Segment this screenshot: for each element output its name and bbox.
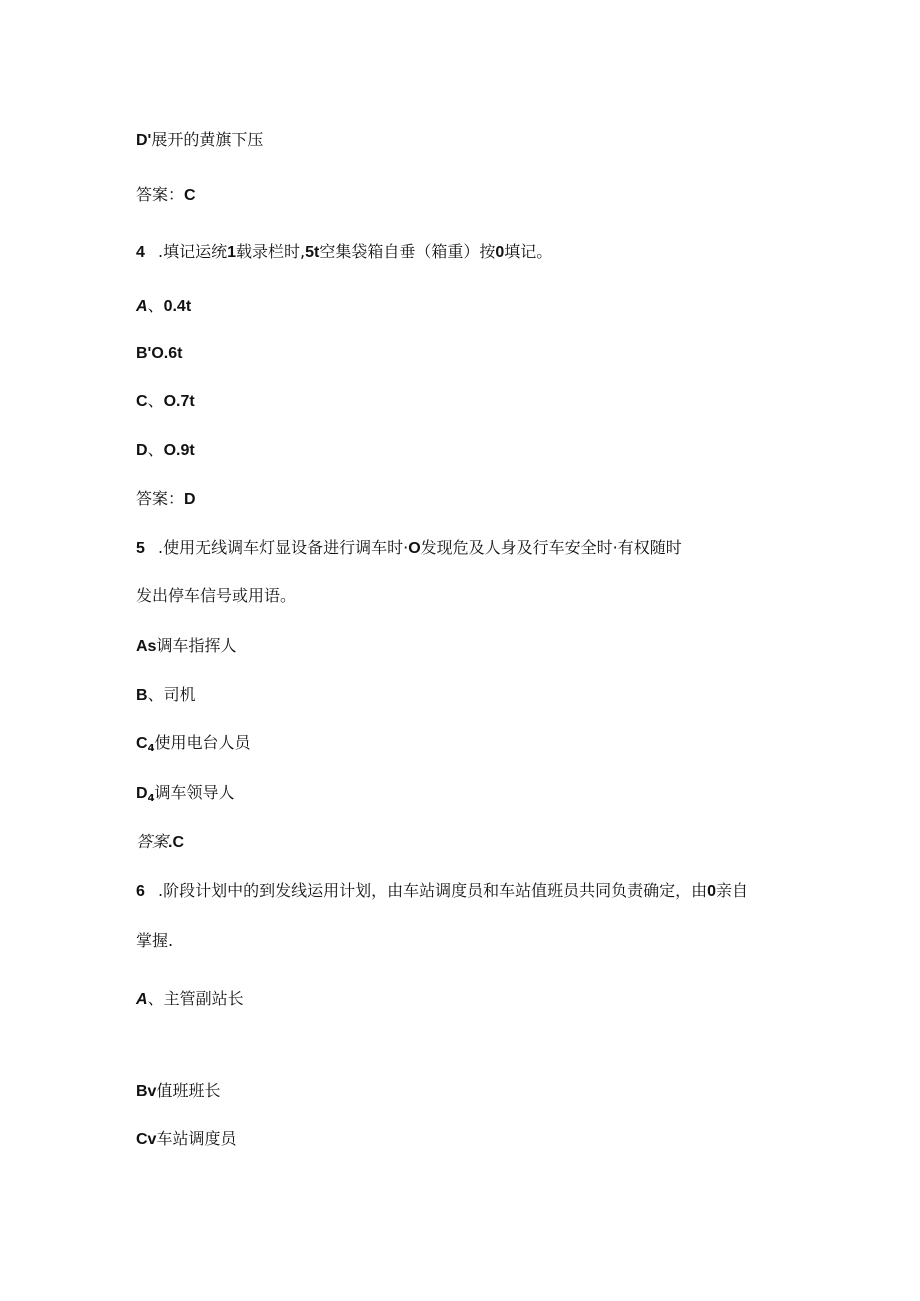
q6-option-c-text: 车站调度员	[156, 1129, 237, 1148]
q5-option-c-sub: 4	[147, 743, 155, 754]
q5-option-c	[136, 733, 251, 759]
q4-stem-b: 1	[227, 244, 236, 261]
q4-option-b	[136, 343, 182, 364]
q4-answer-label: 答案：	[136, 489, 185, 508]
q5-option-b-sep: 、	[147, 685, 164, 704]
q5-option-c-prefix: C	[136, 735, 148, 752]
q5-answer-label: 答案	[136, 832, 169, 851]
q4-option-a-text: 0.4t	[163, 298, 192, 315]
q5-option-a-text: 调车指挥人	[156, 636, 237, 655]
q4-stem-a: .填记运统	[158, 242, 228, 261]
q5-option-d-text: 调车领导人	[154, 783, 235, 802]
q6-number: 6	[136, 883, 145, 900]
q4-stem-e: 空集袋箱自垂（箱重）按	[319, 242, 496, 261]
q4-option-c-prefix: C	[136, 393, 148, 410]
q5-stem-line1-c: 发现危及人身及行车安全时·有权随时	[420, 538, 682, 557]
q3-answer-value: C	[184, 187, 196, 204]
q4-stem-d: 5t	[305, 244, 320, 261]
q3-option-d	[136, 130, 263, 151]
q4-stem-c: 载录栏时,	[236, 242, 306, 261]
q6-stem-line1	[136, 881, 748, 902]
q4-answer	[136, 489, 196, 510]
q4-option-a-prefix: A	[136, 298, 148, 315]
q4-option-c-sep: 、	[147, 391, 164, 410]
q5-answer	[136, 832, 184, 853]
q6-option-a	[136, 989, 244, 1010]
q6-option-a-prefix: A	[136, 991, 148, 1008]
q5-option-c-text: 使用电台人员	[154, 733, 251, 752]
q4-option-b-prefix: B'	[136, 345, 152, 362]
q5-answer-value: .C	[168, 834, 185, 851]
q5-number: 5	[136, 540, 145, 557]
q4-option-a-sep: 、	[147, 296, 164, 315]
q4-stem-f: 0	[495, 244, 505, 261]
q4-option-d-sep: 、	[147, 440, 164, 459]
q6-option-a-sep: 、	[147, 989, 164, 1008]
q6-stem-line1-b: 0	[707, 883, 716, 900]
q6-option-b-text: 值班班长	[156, 1081, 221, 1100]
q6-option-b-prefix: Bv	[136, 1083, 157, 1100]
q4-option-c	[136, 391, 195, 412]
q4-option-b-text: O.6t	[151, 345, 183, 362]
q5-stem-line1-b: O	[408, 540, 421, 557]
q5-stem-line2: 发出停车信号或用语。	[136, 586, 297, 605]
q5-stem-line1-a: .使用无线调车灯显设备进行调车时·	[158, 538, 409, 557]
q3-option-d-text: 展开的黄旗下压	[151, 130, 264, 149]
q5-option-b-prefix: B	[136, 687, 148, 704]
q3-option-d-prefix: D'	[136, 132, 152, 149]
q4-option-d	[136, 440, 195, 461]
q5-option-d	[136, 783, 235, 809]
q5-option-a-prefix: As	[136, 638, 157, 655]
q5-option-d-prefix: D	[136, 785, 148, 802]
q6-option-b	[136, 1081, 220, 1102]
q4-stem-g: 填记。	[504, 242, 553, 261]
q5-option-b	[136, 685, 196, 706]
q4-option-d-prefix: D	[136, 442, 148, 459]
q4-option-a	[136, 296, 191, 317]
q6-option-a-text: 主管副站长	[163, 989, 244, 1008]
q3-answer-label: 答案：	[136, 185, 185, 204]
q6-option-c	[136, 1129, 236, 1150]
q4-option-d-text: O.9t	[163, 442, 195, 459]
q5-stem-line1	[136, 538, 682, 559]
q5-option-d-sub: 4	[147, 793, 155, 804]
q5-option-a	[136, 636, 236, 657]
q6-stem-line2: 掌握.	[136, 931, 174, 950]
q4-stem	[136, 242, 552, 263]
q6-stem-line1-c: 亲自	[716, 881, 749, 900]
q3-answer	[136, 185, 196, 206]
q5-option-b-text: 司机	[163, 685, 196, 704]
q4-option-c-text: O.7t	[163, 393, 195, 410]
q4-number: 4	[136, 244, 145, 261]
q6-option-c-prefix: Cv	[136, 1131, 157, 1148]
q6-stem-line1-a: .阶段计划中的到发线运用计划，由车站调度员和车站值班员共同负责确定，由	[158, 881, 708, 900]
q4-answer-value: D	[184, 491, 196, 508]
